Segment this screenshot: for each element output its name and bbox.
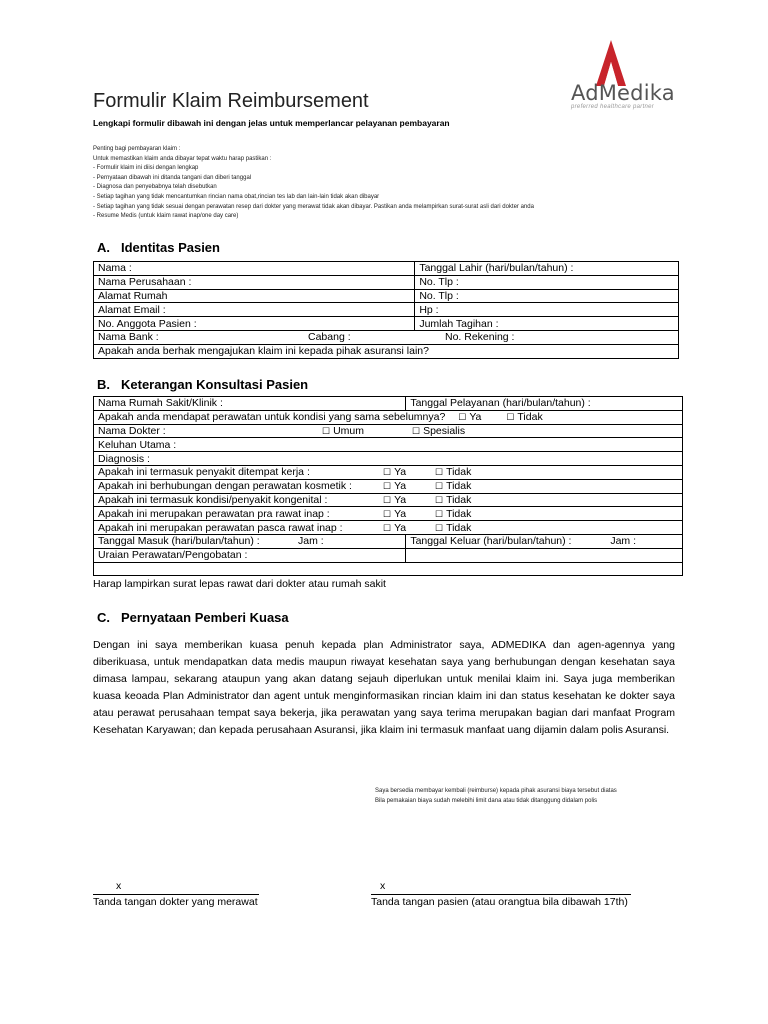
checkbox-icon: ☐ [506,412,515,423]
section-letter: A. [97,240,110,255]
statement-line: Saya bersedia membayar kembali (reimburse) kepada pihak asuransi biaya tersebut diatas [375,788,617,794]
table-row [94,479,683,493]
table-row [94,344,679,358]
yes-option[interactable]: ☐ Ya [458,411,482,424]
blank-row[interactable] [94,562,683,576]
hospital-name-field[interactable]: Nama Rumah Sakit/Klinik : [94,397,406,411]
table-row [94,410,683,424]
table-row [94,493,683,507]
question-label: Apakah ini berhubungan dengan perawatan kosmetik : [98,480,352,493]
treatment-description-extra[interactable] [406,548,683,562]
yes-option[interactable]: ☐ Ya [383,466,407,479]
instructions-notes [93,145,534,222]
table-row [94,262,679,276]
checkbox-icon: ☐ [435,481,444,492]
table-row [94,562,683,576]
admedika-logo-icon [596,40,626,86]
patient-signature-label: Tanda tangan pasien (atau orangtua bila dibawah 17th) [371,896,628,908]
yes-option[interactable]: ☐ Ya [383,507,407,520]
checkbox-icon: ☐ [322,425,331,436]
checkbox-icon: ☐ [435,522,444,533]
patient-signature-mark: x [380,880,386,892]
note-line: - Diagnosa dan penyebabnya telah disebutkan [93,184,217,191]
table-row [94,289,679,303]
note-line: - Setiap tagihan yang tidak sesuai dengan perawatan resep dari dokter yang merawat tidak akan dibayar. Pastikan anda melampirkan surat-surat asli dari dokter anda [93,203,534,210]
checkbox-icon: ☐ [412,425,421,436]
statement-line: Bila pemakaian biaya sudah melebihi limit dana atau tidak ditanggung didalam polis [375,798,598,804]
name-field[interactable]: Nama : [94,262,415,276]
home-address-field[interactable]: Alamat Rumah [94,289,415,303]
page-subtitle: Lengkapi formulir dibawah ini dengan jelas untuk memperlancar pelayanan pembayaran [93,118,450,128]
phone-field[interactable]: No. Tlp : [415,275,679,289]
discharge-time-label: Jam : [610,535,637,548]
logo-name: AdMedika [571,81,675,105]
no-option[interactable]: ☐ Tidak [435,507,472,520]
doctor-name-label: Nama Dokter : [98,424,166,437]
table-row [94,424,683,438]
table-row [94,548,683,562]
table-row [94,465,683,479]
patient-signature-line[interactable] [371,894,631,895]
doctor-signature-label: Tanda tangan dokter yang merawat [93,896,258,908]
table-row [94,317,679,331]
authorization-paragraph: Dengan ini saya memberikan kuasa penuh kepada plan Administrator saya, ADMEDIKA dan agen-agennya yang diberikuasa, untuk mendapatkan data medis maupun riwayat kesehatan saya yang berhubungan dengan kesehatan saya dimasa lampau, sekarang ataupun yang akan datang sejauh diperlukan untuk menilai klaim ini. Saya juga memberikan kuasa keoada Plan Administrator dan agent untuk menginformasikan rincian klaim ini dan status kesehatan ke dokter saya atau perawat perusahaan tempat saya bekerja, jika perawatan yang saya terima merupakan bagian dari manfaat Program Kesehatan Karyawan; dan kepada perusahaan Asuransi, jika klaim ini termasuk manfaat uang dijamin dalam polis Asuransi. [93,639,675,736]
section-letter: B. [97,377,110,392]
checkbox-icon: ☐ [458,412,467,423]
account-number-label: No. Rekening : [445,331,515,344]
section-a-heading [97,240,220,255]
branch-label: Cabang : [308,331,351,344]
same-condition-question: Apakah anda mendapat perawatan untuk kondisi yang sama sebelumnya? [98,411,446,424]
no-option[interactable]: ☐ Tidak [435,521,472,534]
logo-tagline: preferred healthcare partner [571,104,655,110]
general-option[interactable]: ☐ Umum [322,424,364,437]
specialist-option[interactable]: ☐ Spesialis [412,424,466,437]
note-line: Untuk memastikan klaim anda dibayar tepat waktu harap pastikan : [93,155,272,162]
workplace-illness-row [94,465,683,479]
table-row [94,275,679,289]
post-hospital-row [94,521,683,535]
checkbox-icon: ☐ [383,481,392,492]
discharge-date-label: Tanggal Keluar (hari/bulan/tahun) : [410,535,572,548]
table-row [94,521,683,535]
note-line: - Pernyataan dibawah ini ditanda tangani dan diberi tanggal [93,174,252,181]
mobile-field[interactable]: Hp : [415,303,679,317]
cosmetic-row [94,479,683,493]
consultation-table [93,396,683,576]
birth-date-field[interactable]: Tanggal Lahir (hari/bulan/tahun) : [415,262,679,276]
doctor-signature-line[interactable] [93,894,259,895]
checkbox-icon: ☐ [383,467,392,478]
question-label: Apakah ini merupakan perawatan pasca rawat inap : [98,521,343,534]
yes-option[interactable]: ☐ Ya [383,480,407,493]
section-title: Identitas Pasien [121,240,220,255]
no-option[interactable]: ☐ Tidak [435,493,472,506]
doctor-signature-mark: x [116,880,122,892]
checkbox-icon: ☐ [383,522,392,533]
question-label: Apakah ini merupakan perawatan pra rawat inap : [98,507,330,520]
question-label: Apakah ini termasuk kondisi/penyakit kongenital : [98,493,328,506]
main-complaint-field[interactable]: Keluhan Utama : [94,438,683,452]
table-row [94,397,683,411]
section-b-heading [97,377,308,392]
admission-date-label: Tanggal Masuk (hari/bulan/tahun) : [98,535,260,548]
congenital-row [94,493,683,507]
section-title: Keterangan Konsultasi Pasien [121,377,309,392]
bank-details-field[interactable] [94,330,679,344]
no-option[interactable]: ☐ Tidak [435,466,472,479]
note-line: Penting bagi pembayaran klaim : [93,146,181,152]
doctor-row [94,424,683,438]
note-line: - Formulir klaim ini diisi dengan lengkap [93,165,199,172]
section-title: Pernyataan Pemberi Kuasa [121,610,289,625]
admission-time-label: Jam : [298,535,324,548]
note-line: - Resume Medis (untuk klaim rawat inap/one day care) [93,213,239,220]
diagnosis-field[interactable]: Diagnosis : [94,452,683,466]
reimbursement-statement [375,786,617,806]
checkbox-icon: ☐ [435,494,444,505]
bank-name-label: Nama Bank : [98,331,159,344]
checkbox-icon: ☐ [383,494,392,505]
table-row [94,330,679,344]
attachment-note: Harap lampirkan surat lepas rawat dari dokter atau rumah sakit [93,578,386,590]
table-row [94,507,683,521]
note-line: - Setiap tagihan yang tidak mencantumkan rincian nama obat,rincian tes lab dan lain-lain tidak akan dibayar [93,193,380,200]
discharge-date-field[interactable] [406,534,683,548]
checkbox-icon: ☐ [435,467,444,478]
treatment-description-field[interactable]: Uraian Perawatan/Pengobatan : [94,548,406,562]
member-number-field[interactable]: No. Anggota Pasien : [94,317,415,331]
question-label: Apakah ini termasuk penyakit ditempat kerja : [98,466,310,479]
pre-hospital-row [94,507,683,521]
table-row [94,438,683,452]
no-option[interactable]: ☐ Tidak [435,480,472,493]
admission-date-field[interactable] [94,534,406,548]
no-option[interactable]: ☐ Tidak [506,411,543,424]
total-bill-field[interactable]: Jumlah Tagihan : [415,317,679,331]
table-row [94,452,683,466]
yes-option[interactable]: ☐ Ya [383,493,407,506]
company-field[interactable]: Nama Perusahaan : [94,275,415,289]
checkbox-icon: ☐ [383,508,392,519]
phone-field[interactable]: No. Tlp : [415,289,679,303]
checkbox-icon: ☐ [435,508,444,519]
email-field[interactable]: Alamat Email : [94,303,415,317]
patient-identity-table [93,261,679,359]
page-title: Formulir Klaim Reimbursement [93,90,369,112]
table-row [94,534,683,548]
table-row [94,303,679,317]
same-condition-row [94,410,683,424]
service-date-field[interactable]: Tanggal Pelayanan (hari/bulan/tahun) : [406,397,683,411]
yes-option[interactable]: ☐ Ya [383,521,407,534]
other-insurance-question[interactable]: Apakah anda berhak mengajukan klaim ini kepada pihak asuransi lain? [94,344,679,358]
section-letter: C. [97,610,110,625]
section-c-heading [97,610,289,625]
